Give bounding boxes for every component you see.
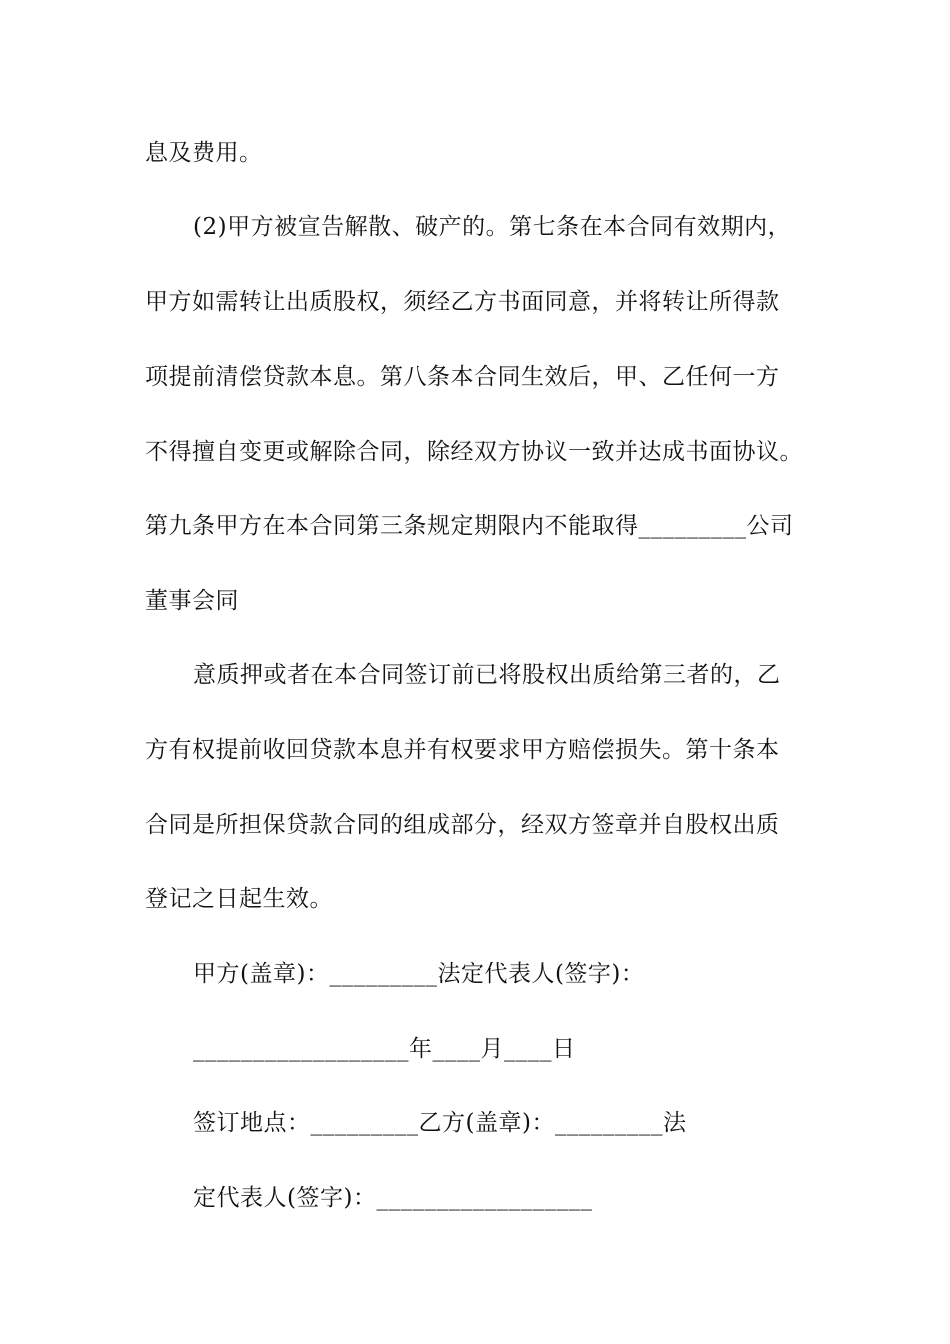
text-line-9: 方有权提前收回贷款本息并有权要求甲方赔偿损失。第十条本: [145, 737, 780, 763]
text-line-1: 息及费用。: [145, 140, 263, 166]
text-line-11: 登记之日起生效。: [145, 886, 333, 912]
text-line-15: 定代表人(签字)：__________________: [193, 1185, 593, 1211]
text-line-7: 董事会同: [145, 588, 239, 614]
text-line-13: __________________年____月____日: [193, 1036, 576, 1062]
text-line-6: 第九条甲方在本合同第三条规定期限内不能取得_________公司: [145, 513, 794, 539]
text-line-5: 不得擅自变更或解除合同，除经双方协议一致并达成书面协议。: [145, 439, 803, 465]
text-line-10: 合同是所担保贷款合同的组成部分，经双方签章并自股权出质: [145, 812, 780, 838]
text-line-14: 签订地点：_________乙方(盖章)：_________法: [193, 1110, 687, 1136]
text-line-3: 甲方如需转让出质股权，须经乙方书面同意，并将转让所得款: [145, 289, 780, 315]
text-line-8: 意质押或者在本合同签订前已将股权出质给第三者的，乙: [193, 662, 781, 688]
text-line-4: 项提前清偿贷款本息。第八条本合同生效后，甲、乙任何一方: [145, 364, 780, 390]
text-line-2: (2)甲方被宣告解散、破产的。第七条在本合同有效期内，: [193, 214, 792, 240]
text-line-12: 甲方(盖章)：_________法定代表人(签字)：: [193, 961, 645, 987]
